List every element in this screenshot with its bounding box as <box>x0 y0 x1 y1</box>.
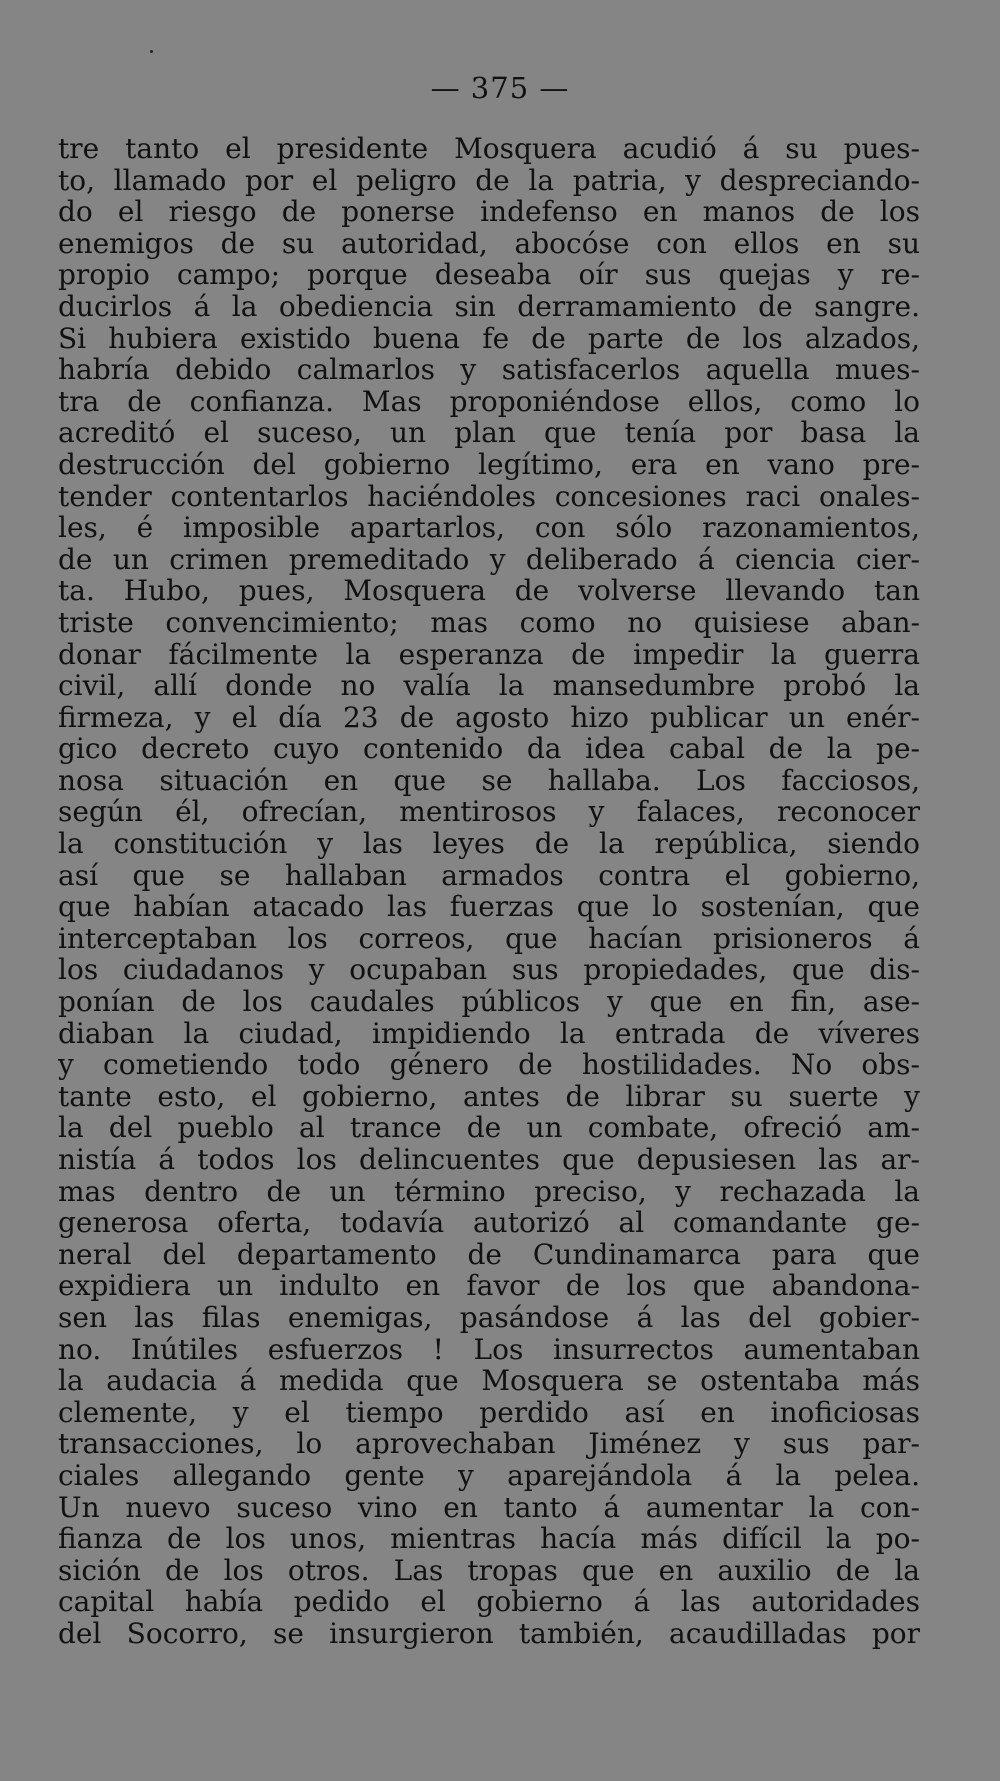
text-line: gico decreto cuyo contenido da idea cabal de la pe- <box>58 733 920 765</box>
text-line: tra de confianza. Mas proponiéndose ellos, como lo <box>58 385 920 418</box>
text-line: capital había pedido el gobierno á las autoridades <box>58 1586 920 1618</box>
text-line: nosa situación en que se hallaba. Los facciosos, <box>58 764 920 797</box>
text-line: ponían de los caudales públicos y que en fin, ase- <box>58 986 920 1018</box>
text-line: sen las filas enemigas, pasándose á las del gobier- <box>58 1301 920 1334</box>
text-line: la del pueblo al trance de un combate, ofreció am- <box>58 1112 920 1144</box>
text-line: tante esto, el gobierno, antes de librar su suerte y <box>58 1080 920 1113</box>
page-number: — 375 — <box>430 71 570 105</box>
body-text <box>58 133 920 1650</box>
text-line: enemigos de su autoridad, abocóse con ellos en su <box>58 227 920 260</box>
text-line: ciales allegando gente y aparejándola á la pelea. <box>58 1459 920 1492</box>
text-line: que habían atacado las fuerzas que lo sostenían, que <box>58 891 920 923</box>
text-line: según él, ofrecían, mentirosos y falaces, reconocer <box>58 796 920 829</box>
text-line: tre tanto el presidente Mosquera acudió á su pues- <box>58 133 920 165</box>
text-line: neral del departamento de Cundinamarca para que <box>58 1238 920 1271</box>
text-line: diaban la ciudad, impidiendo la entrada de víveres <box>58 1017 920 1050</box>
text-line: to, llamado por el peligro de la patria, y despreciando- <box>58 164 920 197</box>
text-line: Un nuevo suceso vino en tanto á aumentar la con- <box>58 1491 920 1524</box>
text-line: donar fácilmente la esperanza de impedir la guerra <box>58 638 920 671</box>
text-line: civil, allí donde no valía la mansedumbre probó la <box>58 670 920 702</box>
ink-speck <box>150 50 153 53</box>
text-line: la constitución y las leyes de la república, siendo <box>58 828 920 860</box>
text-line: habría debido calmarlos y satisfacerlos aquella mues- <box>58 354 920 386</box>
text-line: interceptaban los correos, que hacían prisioneros á <box>58 922 920 955</box>
text-line: clemente, y el tiempo perdido así en inoficiosas <box>58 1396 920 1429</box>
text-line: expidiera un indulto en favor de los que abandona- <box>58 1270 920 1302</box>
text-line: transacciones, lo aprovechaban Jiménez y sus par- <box>58 1428 920 1460</box>
text-line: tender contentarlos haciéndoles concesiones raci onales- <box>58 480 920 513</box>
text-line: de un crimen premeditado y deliberado á ciencia cier- <box>58 543 920 576</box>
text-line: los ciudadanos y ocupaban sus propiedades, que dis- <box>58 954 920 987</box>
text-line: acreditó el suceso, un plan que tenía por basa la <box>58 417 920 449</box>
text-line: la audacia á medida que Mosquera se ostentaba más <box>58 1365 920 1397</box>
text-line: triste convencimiento; mas como no quisiese aban- <box>58 606 920 639</box>
text-line: así que se hallaban armados contra el gobierno, <box>58 859 920 892</box>
text-line: del Socorro, se insurgieron también, acaudilladas por <box>58 1617 920 1650</box>
text-line: ta. Hubo, pues, Mosquera de volverse llevando tan <box>58 575 920 607</box>
text-line: ducirlos á la obediencia sin derramamiento de sangre. <box>58 290 920 323</box>
text-line: destrucción del gobierno legítimo, era en vano pre- <box>58 448 920 481</box>
text-line: mas dentro de un término preciso, y rechazada la <box>58 1175 920 1208</box>
text-line: sición de los otros. Las tropas que en auxilio de la <box>58 1554 920 1587</box>
text-line: Si hubiera existido buena fe de parte de los alzados, <box>58 322 920 355</box>
text-line: no. Inútiles esfuerzos ! Los insurrectos aumentaban <box>58 1333 920 1366</box>
text-line: nistía á todos los delincuentes que depusiesen las ar- <box>58 1144 920 1176</box>
text-line: firmeza, y el día 23 de agosto hizo publicar un enér- <box>58 701 920 734</box>
text-line: generosa oferta, todavía autorizó al comandante ge- <box>58 1207 920 1239</box>
text-line: fianza de los unos, mientras hacía más difícil la po- <box>58 1523 920 1555</box>
text-line: y cometiendo todo género de hostilidades. No obs- <box>58 1049 920 1081</box>
text-line: propio campo; porque deseaba oír sus quejas y re- <box>58 259 920 291</box>
text-line: do el riesgo de ponerse indefenso en manos de los <box>58 196 920 228</box>
text-line: les, é imposible apartarlos, con sólo razonamientos, <box>58 512 920 544</box>
